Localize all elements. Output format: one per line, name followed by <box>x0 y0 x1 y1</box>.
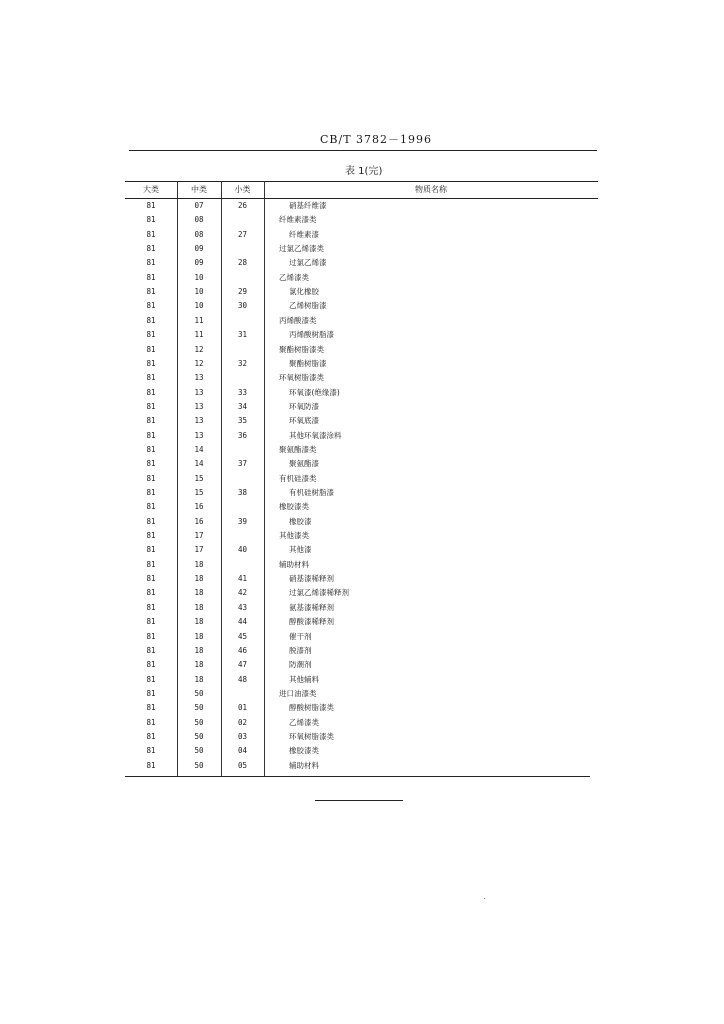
cell-name: 辅助材料 <box>279 559 309 569</box>
cell-name: 醇酸漆稀释剂 <box>289 617 334 627</box>
end-rule <box>315 800 403 801</box>
cell-minor: 35 <box>237 416 248 426</box>
cell-minor: 03 <box>237 731 248 741</box>
cell-middle: 10 <box>194 287 204 297</box>
cell-major: 81 <box>146 588 156 598</box>
cell-name: 聚酯树脂漆类 <box>279 344 324 354</box>
cell-major: 81 <box>146 444 156 454</box>
cell-major: 81 <box>146 244 156 254</box>
cell-middle: 09 <box>194 258 204 268</box>
cell-major: 81 <box>146 344 156 354</box>
cell-name: 辅助材料 <box>289 760 319 770</box>
cell-minor: 04 <box>237 746 248 756</box>
cell-minor: 37 <box>237 459 248 469</box>
cell-major: 81 <box>146 287 156 297</box>
table-row <box>125 601 598 615</box>
table-row <box>125 242 598 256</box>
cell-minor: 27 <box>237 229 248 239</box>
cell-middle: 18 <box>194 574 204 584</box>
cell-major: 81 <box>146 301 156 311</box>
cell-middle: 16 <box>194 516 204 526</box>
cell-middle: 10 <box>194 272 204 282</box>
cell-name: 其他漆 <box>289 545 312 555</box>
table-row <box>125 472 598 486</box>
cell-major: 81 <box>146 545 156 555</box>
cell-minor: 40 <box>237 545 248 555</box>
cell-major: 81 <box>146 602 156 612</box>
table-title: 表 1(完) <box>345 166 383 177</box>
cell-major: 81 <box>146 401 156 411</box>
cell-name: 脱漆剂 <box>289 645 312 655</box>
cell-middle: 50 <box>194 717 204 727</box>
cell-minor: 01 <box>237 703 248 713</box>
table-row <box>125 213 598 227</box>
col-header-major: 大类 <box>143 185 159 194</box>
table-row <box>125 630 598 644</box>
cell-minor: 31 <box>237 330 248 340</box>
cell-name: 其他辅料 <box>289 674 319 684</box>
cell-middle: 13 <box>194 430 204 440</box>
cell-name: 丙烯酸树脂漆 <box>289 330 334 340</box>
cell-minor: 02 <box>237 717 248 727</box>
table-row <box>125 486 598 500</box>
cell-minor: 30 <box>237 301 248 311</box>
cell-name: 橡胶漆类 <box>279 502 309 512</box>
col-header-minor: 小类 <box>234 185 251 194</box>
cell-name: 氨基漆稀释剂 <box>289 602 334 612</box>
cell-middle: 13 <box>194 373 204 383</box>
table-row <box>125 314 598 328</box>
cell-major: 81 <box>146 531 156 541</box>
cell-major: 81 <box>146 703 156 713</box>
cell-name: 过氯乙烯漆 <box>289 258 327 268</box>
cell-name: 有机硅漆类 <box>279 473 317 483</box>
cell-middle: 17 <box>194 531 204 541</box>
cell-major: 81 <box>146 229 156 239</box>
standard-number: CB/T 3782－1996 <box>320 133 433 146</box>
cell-name: 聚氨酯漆 <box>289 459 319 469</box>
table-row <box>125 716 598 730</box>
cell-minor: 43 <box>237 602 248 612</box>
cell-major: 81 <box>146 315 156 325</box>
cell-name: 硝基纤维漆 <box>289 201 327 210</box>
cell-middle: 08 <box>194 215 204 225</box>
table-row <box>125 572 598 586</box>
cell-middle: 18 <box>194 674 204 684</box>
cell-minor: 45 <box>237 631 248 641</box>
cell-middle: 15 <box>194 473 204 483</box>
cell-name: 丙烯酸漆类 <box>279 315 317 325</box>
cell-name: 环氧树脂漆类 <box>289 731 334 741</box>
table-row <box>125 687 598 701</box>
table-row <box>125 673 598 687</box>
cell-minor: 44 <box>237 617 248 627</box>
table-row <box>125 644 598 658</box>
cell-major: 81 <box>146 473 156 483</box>
cell-major: 81 <box>146 330 156 340</box>
table-row <box>125 586 598 600</box>
table-row <box>125 744 598 758</box>
cell-name: 环氧树脂漆类 <box>279 373 324 383</box>
table-row <box>125 529 598 543</box>
cell-major: 81 <box>146 201 156 210</box>
cell-major: 81 <box>146 559 156 569</box>
table-row <box>125 285 598 299</box>
header-rule <box>129 150 597 151</box>
table-row <box>125 228 598 242</box>
cell-name: 环氧漆(绝缘漆) <box>289 387 340 397</box>
cell-minor: 39 <box>237 516 248 526</box>
table-row <box>125 701 598 715</box>
cell-middle: 08 <box>194 229 204 239</box>
cell-middle: 13 <box>194 416 204 426</box>
table-row <box>125 615 598 629</box>
cell-name: 聚氨酯漆类 <box>279 444 317 454</box>
table-row <box>125 371 598 385</box>
table-row <box>125 271 598 285</box>
table-row <box>125 658 598 672</box>
table-row <box>125 543 598 557</box>
table-row <box>125 443 598 457</box>
table-row <box>125 299 598 313</box>
table-row <box>125 500 598 514</box>
cell-middle: 15 <box>194 488 204 497</box>
cell-name: 其他环氧漆涂料 <box>289 430 342 440</box>
table-top-rule <box>125 181 598 182</box>
cell-minor: 29 <box>237 287 248 297</box>
cell-middle: 13 <box>194 387 204 397</box>
cell-name: 有机硅树脂漆 <box>289 488 334 497</box>
cell-middle: 18 <box>194 660 204 670</box>
cell-name: 环氧防漆 <box>289 401 319 411</box>
table-row <box>125 429 598 443</box>
table-row <box>125 558 598 572</box>
cell-name: 防潮剂 <box>289 660 312 670</box>
cell-major: 81 <box>146 688 156 698</box>
cell-name: 过氯乙烯漆稀释剂 <box>289 588 349 598</box>
cell-middle: 14 <box>194 444 204 454</box>
cell-name: 橡胶漆 <box>289 516 312 526</box>
cell-middle: 18 <box>194 588 204 598</box>
cell-name: 聚酯树脂漆 <box>289 358 327 368</box>
cell-name: 纤维素漆 <box>289 229 319 239</box>
table-row <box>125 414 598 428</box>
cell-major: 81 <box>146 760 156 770</box>
table-row <box>125 199 598 213</box>
table-row <box>125 400 598 414</box>
cell-name: 环氧底漆 <box>289 416 319 426</box>
cell-name: 橡胶漆类 <box>289 746 319 756</box>
cell-major: 81 <box>146 746 156 756</box>
scan-speck <box>484 898 485 899</box>
cell-middle: 18 <box>194 617 204 627</box>
cell-name: 醇酸树脂漆类 <box>289 703 334 713</box>
cell-minor: 36 <box>237 430 248 440</box>
cell-middle: 50 <box>194 760 204 770</box>
cell-name: 催干剂 <box>289 631 312 641</box>
cell-minor: 38 <box>237 488 248 497</box>
cell-middle: 18 <box>194 631 204 641</box>
cell-major: 81 <box>146 617 156 627</box>
cell-name: 乙烯漆类 <box>289 717 319 727</box>
cell-major: 81 <box>146 631 156 641</box>
cell-name: 乙烯漆类 <box>279 272 309 282</box>
table-bottom-rule <box>125 776 590 777</box>
cell-major: 81 <box>146 459 156 469</box>
cell-middle: 13 <box>194 401 204 411</box>
cell-middle: 17 <box>194 545 204 555</box>
cell-minor: 41 <box>237 574 248 584</box>
cell-minor: 28 <box>237 258 248 268</box>
cell-name: 其他漆类 <box>279 531 309 541</box>
cell-major: 81 <box>146 660 156 670</box>
cell-major: 81 <box>146 717 156 727</box>
cell-major: 81 <box>146 574 156 584</box>
cell-middle: 11 <box>194 330 204 340</box>
cell-major: 81 <box>146 258 156 268</box>
cell-major: 81 <box>146 272 156 282</box>
cell-middle: 10 <box>194 301 204 311</box>
cell-name: 过氯乙烯漆类 <box>279 244 324 254</box>
cell-major: 81 <box>146 373 156 383</box>
table-row <box>125 357 598 371</box>
cell-minor: 46 <box>237 645 248 655</box>
cell-name: 硝基漆稀释剂 <box>289 574 334 584</box>
cell-middle: 14 <box>194 459 204 469</box>
cell-minor: 34 <box>237 401 248 411</box>
cell-name: 纤维素漆类 <box>279 215 317 225</box>
cell-middle: 50 <box>194 731 204 741</box>
cell-major: 81 <box>146 215 156 225</box>
table-row <box>125 759 598 773</box>
table-row <box>125 256 598 270</box>
cell-major: 81 <box>146 416 156 426</box>
cell-major: 81 <box>146 387 156 397</box>
cell-major: 81 <box>146 731 156 741</box>
cell-middle: 07 <box>194 201 204 210</box>
cell-middle: 18 <box>194 559 204 569</box>
cell-middle: 18 <box>194 602 204 612</box>
cell-middle: 18 <box>194 645 204 655</box>
cell-middle: 11 <box>194 315 204 325</box>
cell-major: 81 <box>146 488 156 497</box>
cell-minor: 05 <box>237 760 248 770</box>
cell-minor: 47 <box>237 660 248 670</box>
cell-major: 81 <box>146 358 156 368</box>
col-header-middle: 中类 <box>191 185 207 194</box>
cell-name: 氯化橡胶 <box>289 287 319 297</box>
col-header-name: 物质名称 <box>415 185 447 194</box>
cell-major: 81 <box>146 430 156 440</box>
cell-minor: 33 <box>237 387 248 397</box>
table-row <box>125 386 598 400</box>
cell-middle: 12 <box>194 358 204 368</box>
cell-major: 81 <box>146 516 156 526</box>
table-row <box>125 457 598 471</box>
cell-minor: 32 <box>237 358 248 368</box>
cell-middle: 16 <box>194 502 204 512</box>
cell-major: 81 <box>146 502 156 512</box>
cell-name: 进口油漆类 <box>279 688 317 698</box>
table-row <box>125 343 598 357</box>
cell-minor: 48 <box>237 674 248 684</box>
cell-minor: 26 <box>237 201 248 210</box>
cell-major: 81 <box>146 674 156 684</box>
cell-middle: 12 <box>194 344 204 354</box>
table-row <box>125 328 598 342</box>
cell-middle: 50 <box>194 703 204 713</box>
cell-middle: 50 <box>194 688 204 698</box>
cell-minor: 42 <box>237 588 248 598</box>
table-row <box>125 515 598 529</box>
cell-major: 81 <box>146 645 156 655</box>
table-row <box>125 730 598 744</box>
cell-name: 乙烯树脂漆 <box>289 301 327 311</box>
cell-middle: 50 <box>194 746 204 756</box>
cell-middle: 09 <box>194 244 204 254</box>
